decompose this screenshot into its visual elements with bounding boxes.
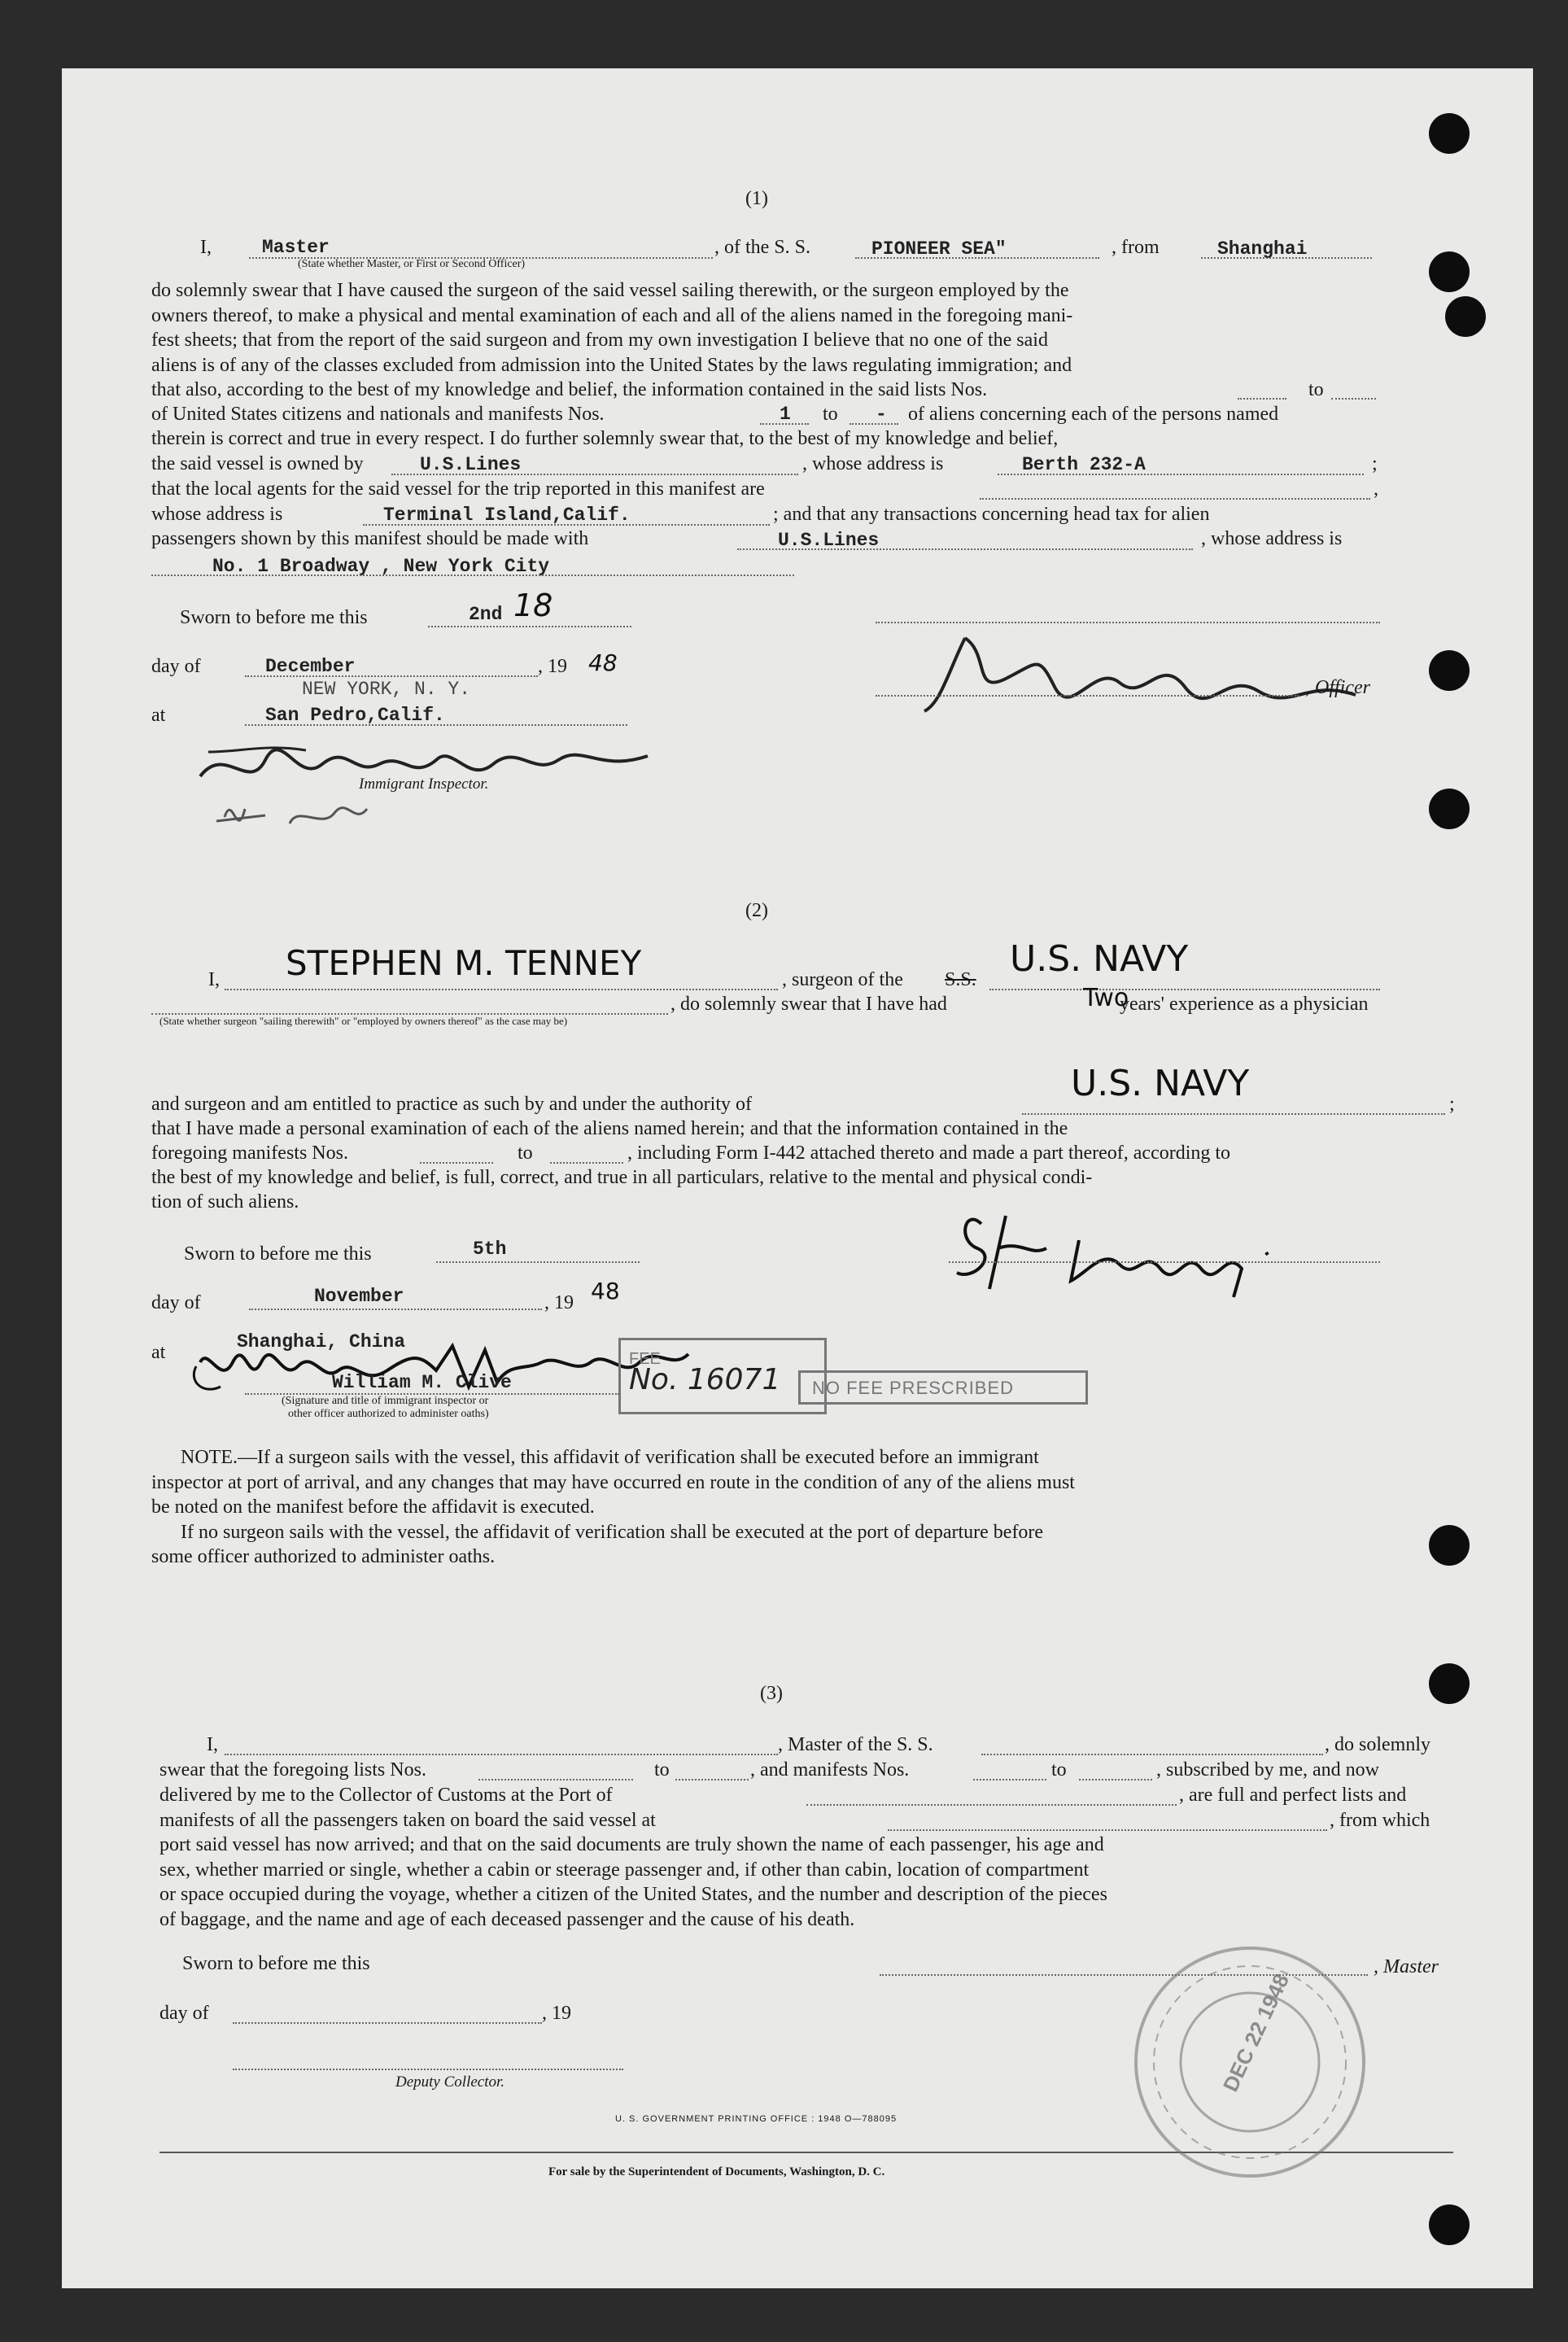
s3-l3a: manifests of all the passengers taken on board the said vessel at — [159, 1810, 656, 1831]
s1-master-field: Master — [262, 237, 330, 258]
s2-fm-to: to — [518, 1143, 533, 1164]
s3-gpo: U. S. GOVERNMENT PRINTING OFFICE : 1948 O—788095 — [615, 2114, 898, 2124]
manifest-page — [62, 68, 1533, 2288]
s2-authority-line — [1022, 1113, 1445, 1115]
s1-head-tax-agent-line — [737, 548, 1193, 550]
s1-body-line: fest sheets; that from the report of the said surgeon and from my own investigation I believe that no one of the said — [151, 330, 1048, 351]
s1-manifest-to-line — [850, 423, 898, 425]
s2-years: Two — [1083, 984, 1129, 1012]
s1-agents-text: that the local agents for the said vessel for the trip reported in this manifest are — [151, 478, 765, 500]
s3-sworn-label: Sworn to before me this — [182, 1953, 370, 1974]
fee-stamp — [618, 1338, 827, 1414]
s1-i-label: I, — [200, 237, 212, 258]
s1-head-tax-agent: U.S.Lines — [778, 530, 880, 551]
s2-body-line: that I have made a personal examination of each of the aliens named herein; and that the information contained in the — [151, 1118, 1068, 1139]
s1-master-caption: (State whether Master, or First or Second Officer) — [298, 258, 526, 270]
s2-surgeon-name: STEPHEN M. TENNEY — [286, 943, 642, 983]
s1-agents-comma: , — [1374, 478, 1378, 500]
s2-year-suffix: 48 — [591, 1278, 620, 1304]
s3-master-of: , Master of the S. S. — [778, 1734, 933, 1755]
s3-solemnly: , do solemnly — [1325, 1734, 1430, 1755]
s3-port-line — [806, 1804, 1177, 1806]
section-1-number: (1) — [745, 188, 768, 209]
s1-body — [151, 278, 1380, 378]
s1-ship-name: PIONEER SEA" — [871, 238, 1007, 260]
punch-hole — [1429, 251, 1470, 292]
s3-l2b: , are full and perfect lists and — [1179, 1785, 1407, 1806]
s1-of-ss-label: , of the S. S. — [714, 237, 811, 258]
s1-officer-label: , Officer — [1305, 677, 1370, 698]
s2-officer-typed: William M. Clive — [332, 1372, 512, 1393]
s2-note — [151, 1445, 1453, 1570]
s1-head-tax-address-line — [151, 575, 794, 576]
s1-body-line: aliens is of any of the classes excluded from admission into the United States by the laws regulating immigration; and — [151, 354, 1072, 376]
s1-body-line: that also, according to the best of my knowledge and belief, the information contained in the said lists Nos. — [151, 379, 988, 400]
s1-year-suffix: 48 — [588, 649, 618, 676]
s1-place: San Pedro,Calif. — [265, 705, 445, 726]
punch-hole — [1429, 650, 1470, 691]
s2-fm-rest: , including Form I-442 attached thereto and made a part thereof, according to — [627, 1143, 1231, 1164]
s3-manifests-line — [973, 1779, 1046, 1781]
s1-head-tax-text: ; and that any transactions concerning head tax for alien — [773, 504, 1210, 525]
s1-sworn-day-hand: 18 — [513, 588, 553, 623]
section-2-number: (2) — [745, 900, 768, 921]
s3-l3b: , from which — [1330, 1810, 1430, 1831]
s3-l1e: , subscribed by me, and now — [1156, 1759, 1379, 1781]
s2-fm-to-line — [550, 1162, 623, 1164]
s2-solemnly-label: , do solemnly swear that I have had — [670, 994, 947, 1015]
s1-whose-address-label: , whose address is — [802, 453, 944, 474]
s1-owner-line — [391, 474, 798, 475]
s3-name-line — [225, 1754, 778, 1755]
s1-body-line: owners thereof, to make a physical and mental examination of each and all of the aliens named in the foregoing mani- — [151, 304, 1073, 326]
s3-deputy-label: Deputy Collector. — [395, 2073, 505, 2091]
s1-sworn-day: 2nd — [469, 604, 503, 625]
s3-lists-to-line — [675, 1779, 749, 1781]
s1-agent-address: Terminal Island,Calif. — [383, 505, 631, 526]
s2-authority-text: and surgeon and am entitled to practice as such by and under the authority of — [151, 1094, 752, 1115]
s2-year-prefix: , 19 — [544, 1292, 574, 1313]
s1-inspector-caption: Immigrant Inspector. — [359, 776, 489, 793]
s1-at-label: at — [151, 705, 166, 726]
s1-manifest-to: - — [876, 404, 887, 425]
s1-year-prefix: , 19 — [538, 656, 567, 677]
section-3-number: (3) — [760, 1683, 783, 1704]
s1-agent-address-line — [363, 524, 770, 526]
punch-hole — [1429, 789, 1470, 829]
punch-hole — [1429, 1663, 1470, 1704]
punch-hole — [1445, 296, 1486, 337]
s2-body-line: the best of my knowledge and belief, is full, correct, and true in all particulars, relative to the mental and physical condi- — [151, 1167, 1093, 1188]
s2-day-of-label: day of — [151, 1292, 201, 1313]
s1-month: December — [265, 656, 356, 677]
punch-hole — [1429, 113, 1470, 154]
s3-l2a: delivered by me to the Collector of Customs at the Port of — [159, 1785, 613, 1806]
s3-year-prefix: , 19 — [542, 2003, 571, 2024]
s3-vessel-port-line — [888, 1829, 1327, 1831]
s3-ship-line — [981, 1754, 1323, 1755]
s2-vessel: U.S. NAVY — [1010, 938, 1189, 980]
s1-owned-by-label: the said vessel is owned by — [151, 453, 364, 474]
s1-passengers-text: passengers shown by this manifest should be made with — [151, 528, 589, 549]
s2-authority: U.S. NAVY — [1071, 1063, 1250, 1104]
s2-vessel-line — [989, 989, 1380, 990]
s2-note-line: be noted on the manifest before the affidavit is executed. — [151, 1497, 595, 1518]
s2-note-line: inspector at port of arrival, and any changes that may have occurred en route in the condition of any of the aliens must — [151, 1471, 1075, 1493]
s3-master-label: , Master — [1374, 1956, 1439, 1977]
punch-hole — [1429, 2204, 1470, 2245]
s1-owner-address-line — [998, 474, 1364, 475]
s2-at-label: at — [151, 1342, 166, 1363]
s3-body-line: of baggage, and the name and age of each deceased passenger and the cause of his death. — [159, 1908, 855, 1930]
s2-note-line: some officer authorized to administer oaths. — [151, 1546, 496, 1567]
s1-lists-to-line — [1331, 398, 1376, 400]
s1-sworn-line — [428, 626, 631, 627]
s1-sworn-label: Sworn to before me this — [180, 607, 368, 628]
surgeon-signature — [941, 1191, 1315, 1305]
s1-manifest-to-label: to — [823, 404, 838, 425]
s2-sworn-line — [436, 1261, 640, 1263]
s2-fm-text: foregoing manifests Nos. — [151, 1143, 348, 1164]
no-fee-label: NO FEE PRESCRIBED — [812, 1378, 1015, 1398]
s2-note-line: NOTE.—If a surgeon sails with the vessel, this affidavit of verification shall be executed before an immigrant — [181, 1447, 1039, 1468]
s3-body-line: sex, whether married or single, whether a cabin or steerage passenger and, if other than cabin, location of compartment — [159, 1859, 1090, 1881]
s1-to-label: to — [1308, 379, 1324, 400]
s1-aliens-text: of aliens concerning each of the persons named — [908, 404, 1279, 425]
officer-signature — [916, 622, 1372, 719]
s1-day-of-label: day of — [151, 656, 201, 677]
s3-l1c: , and manifests Nos. — [750, 1759, 910, 1781]
s1-citizens-text: of United States citizens and nationals and manifests Nos. — [151, 404, 605, 425]
s1-ship-line — [855, 257, 1099, 259]
s1-body-line: do solemnly swear that I have caused the surgeon of the said vessel sailing therewith, or the surgeon employed by the — [151, 280, 1069, 301]
s3-i-label: I, — [207, 1734, 218, 1755]
s2-experience-label: years' experience as a physician — [1120, 994, 1369, 1015]
s1-agent-address-label: whose address is — [151, 504, 283, 525]
s1-agents-line — [980, 498, 1370, 500]
s2-i-label: I, — [208, 969, 220, 990]
s2-surgeon-of-label: , surgeon of the — [782, 969, 903, 990]
s1-owner-address: Berth 232-A — [1022, 454, 1146, 475]
s2-body-line: tion of such aliens. — [151, 1191, 299, 1213]
s1-place-line — [245, 724, 627, 726]
s3-sale: For sale by the Superintendent of Documents, Washington, D. C. — [548, 2165, 885, 2178]
s2-sworn-label: Sworn to before me this — [184, 1243, 372, 1265]
s1-from-line — [1201, 257, 1372, 259]
s2-surgeon-sig-line — [949, 1261, 1380, 1263]
s1-whose-address-is2: , whose address is — [1201, 528, 1343, 549]
s1-semicolon: ; — [1372, 453, 1378, 474]
s2-semicolon: ; — [1449, 1094, 1455, 1115]
s2-name-line — [225, 989, 778, 990]
s3-day-of-label: day of — [159, 2003, 209, 2024]
s1-from-label: , from — [1112, 237, 1160, 258]
s3-manifests-to-line — [1079, 1779, 1152, 1781]
s2-note-line: If no surgeon sails with the vessel, the affidavit of verification shall be executed at the port of departure before — [181, 1521, 1044, 1543]
s2-fm-from-line — [420, 1162, 493, 1164]
s1-stamp-place: NEW YORK, N. Y. — [302, 679, 471, 700]
s3-l1a: swear that the foregoing lists Nos. — [159, 1759, 426, 1781]
fee-number: No. 16071 — [629, 1363, 781, 1396]
s2-sworn-day: 5th — [473, 1239, 507, 1260]
s2-surgeon-caption: (State whether surgeon "sailing therewith" or "employed by owners thereof" as the case may be) — [159, 1015, 568, 1027]
s1-lists-line — [1238, 398, 1286, 400]
s1-therein-text: therein is correct and true in every respect. I do further solemnly swear that, to the best of my knowledge and belief, — [151, 428, 1059, 449]
s3-body-line: port said vessel has now arrived; and that on the said documents are truly shown the name of each passenger, his age and — [159, 1834, 1104, 1855]
s1-officer-line — [876, 695, 1299, 697]
s2-struck-ss: S.S. — [945, 969, 976, 990]
s3-body — [159, 1833, 1455, 1932]
s1-head-tax-address: No. 1 Broadway , New York City — [212, 556, 550, 577]
s2-month: November — [314, 1286, 404, 1307]
s2-place: Shanghai, China — [237, 1331, 406, 1352]
fee-label: FEE — [629, 1350, 661, 1368]
date-stamp-text: DEC 22 1948 — [1217, 1969, 1295, 2095]
s1-manifest-from-line — [760, 423, 809, 425]
s1-owner: U.S.Lines — [420, 454, 522, 475]
s2-sig-caption-2: other officer authorized to administer oaths) — [288, 1408, 489, 1420]
date-stamp — [1071, 1932, 1413, 2209]
s2-month-line — [249, 1309, 542, 1310]
s1-from-port: Shanghai — [1217, 238, 1308, 260]
s3-l1d: to — [1051, 1759, 1067, 1781]
s2-sig-caption-1: (Signature and title of immigrant inspector or — [282, 1395, 489, 1407]
no-fee-stamp — [798, 1370, 1088, 1405]
s3-lists-line — [478, 1779, 633, 1781]
s3-body-line: or space occupied during the voyage, whether a citizen of the United States, and the number and description of the pieces — [159, 1884, 1107, 1905]
s3-l1b: to — [654, 1759, 670, 1781]
s1-manifest-from: 1 — [780, 404, 791, 425]
s3-month-line — [233, 2022, 542, 2024]
